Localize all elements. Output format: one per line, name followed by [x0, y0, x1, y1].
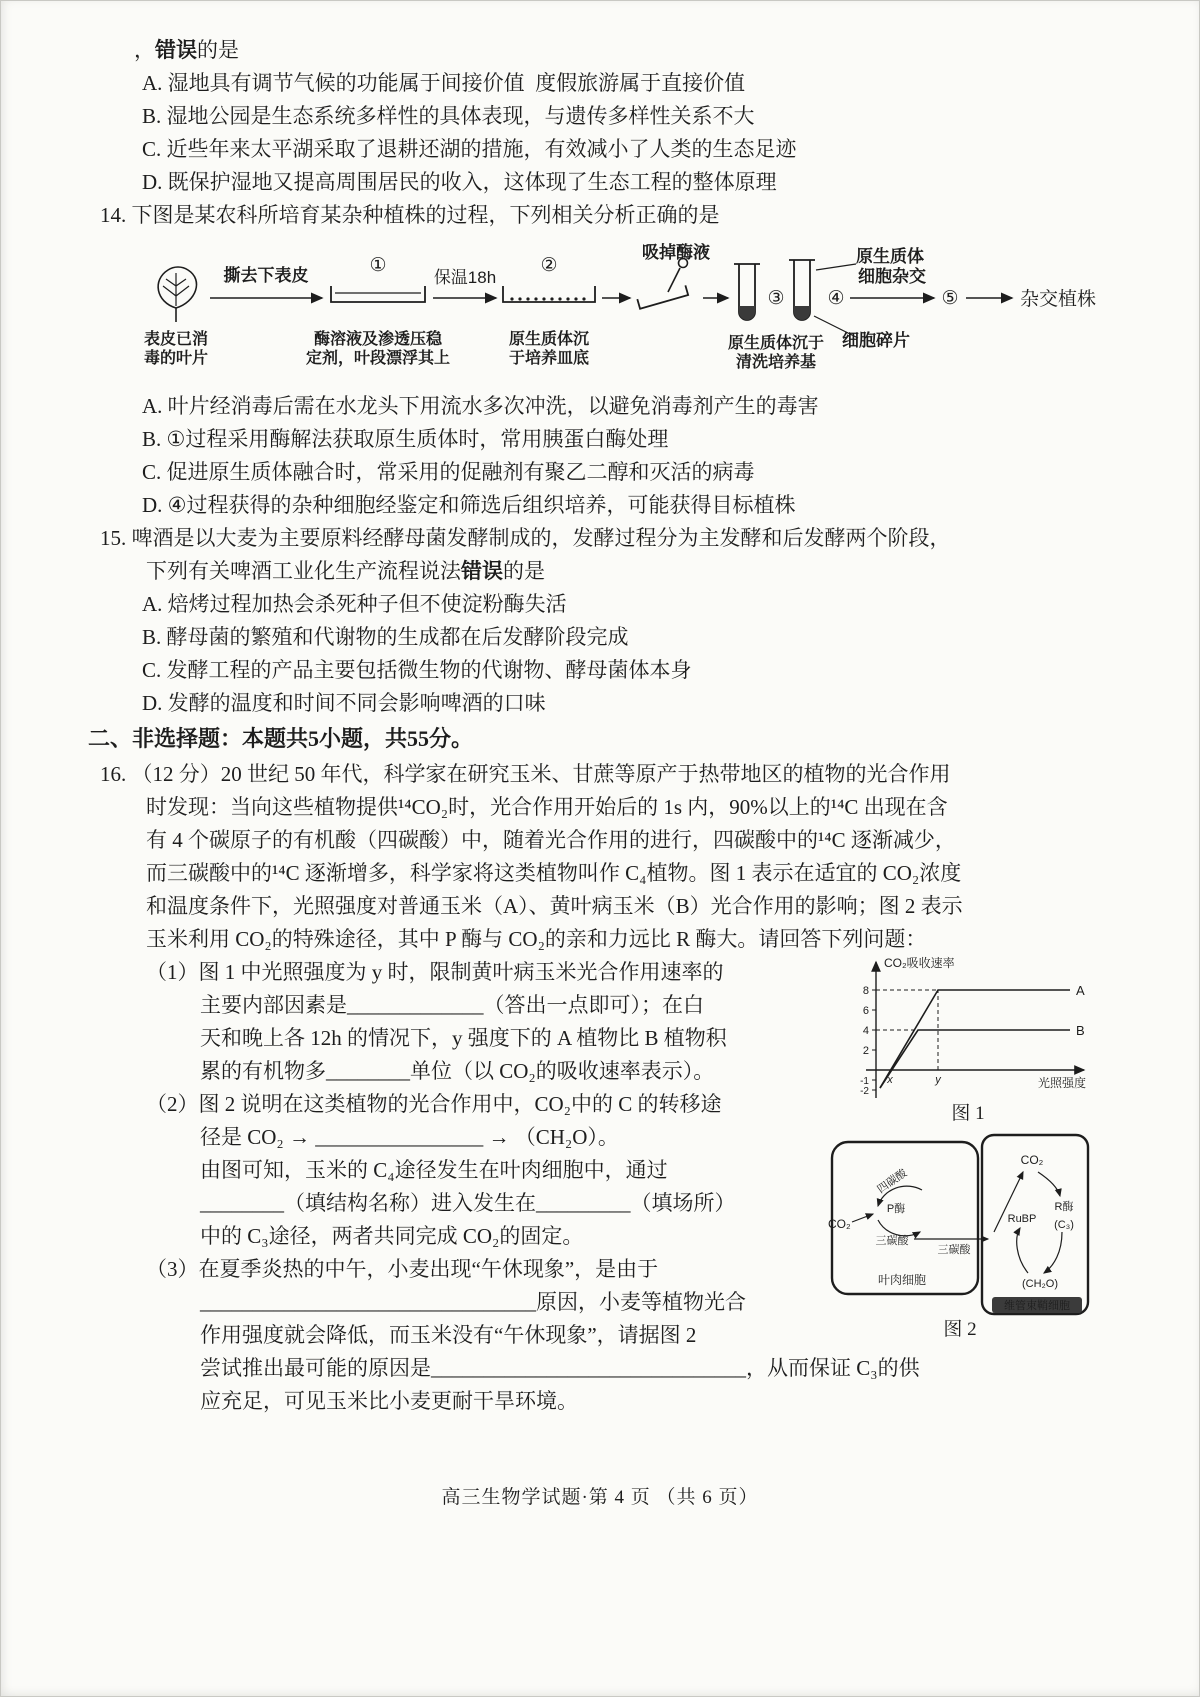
q13-partial-post: 的是: [197, 38, 239, 62]
fig1-tick-m2: -2: [860, 1086, 869, 1097]
circled-2: ②: [540, 255, 558, 276]
q16-sub1-line2: 主要内部因素是_____________（答出一点即可）；在白: [200, 993, 704, 1017]
figure-2: [826, 1132, 1094, 1341]
dish1-caption-line1: 酶溶液及渗透压稳: [313, 331, 443, 348]
q13-option-d: D. 既保护湿地又提高周围居民的收入，这体现了生态工程的整体原理: [142, 170, 777, 194]
pipette-icon: [637, 259, 688, 309]
q16-sub2-line1: （2）图 2 说明在这类植物的光合作用中，CO₂中的 C 的转移途: [146, 1092, 722, 1116]
circled-3: ③: [767, 288, 785, 309]
q16-intro-line2: 时发现：当向这些植物提供¹⁴CO₂时，光合作用开始后的 1s 内，90%以上的¹⁴C 出现在含: [146, 795, 948, 819]
circled-4: ④: [827, 288, 845, 309]
fig2-co2-left: CO₂: [828, 1217, 851, 1231]
dish1-caption-line2: 定剂，叶段漂浮其上: [305, 350, 451, 367]
fig1-tick-8: 8: [862, 985, 869, 997]
leaf-icon: [158, 267, 196, 322]
circled-5: ⑤: [941, 288, 959, 309]
fig2-p-enzyme: P酶: [886, 1203, 906, 1215]
tube-caption-line1: 原生质体沉于: [727, 335, 825, 352]
fig2-bundle-sheath-label-badge: [992, 1297, 1082, 1313]
fig2-ch2o: (CH₂O): [1021, 1278, 1059, 1290]
fig1-xtick-y: y: [935, 1074, 941, 1086]
fig1-ylabel: CO₂吸收速率: [884, 956, 955, 970]
leaf-caption-line2: 毒的叶片: [143, 350, 209, 367]
fig2-caption: 图 2: [943, 1319, 977, 1340]
q16-sub2-line3: 由图可知，玉米的 C₄途径发生在叶肉细胞中，通过: [200, 1158, 668, 1182]
q16-intro-line4: 而三碳酸中的¹⁴C 逐渐增多，科学家将这类植物叫作 C₄植物。图 1 表示在适宜的 CO₂浓度: [146, 861, 962, 885]
fig1-curve-a: [880, 990, 1070, 1088]
q16-sub1-line1: （1）图 1 中光照强度为 y 时，限制黄叶病玉米光合作用速率的: [146, 960, 724, 984]
petri-dish-icon-1: [331, 286, 425, 302]
q16-sub3-line5: 应充足，可见玉米比小麦更耐干旱环境。: [200, 1389, 578, 1413]
q13-partial-stem: [134, 34, 1140, 67]
q16-sub2-line4: ________（填结构名称）进入发生在_________（填场所）: [200, 1191, 736, 1215]
q13-option-c: C. 近些年来太平湖采取了退耕还湖的措施，有效减小了人类的生态足迹: [142, 137, 797, 161]
protoplast-label: 原生质体: [856, 247, 924, 266]
fig2-co2-in-arrow: [852, 1214, 873, 1222]
fig1-tick-2: 2: [862, 1045, 869, 1057]
fig2-c3-acid-left: 三碳酸: [875, 1235, 909, 1247]
q14-stem: 14. 下图是某农科所培育某杂种植株的过程，下列相关分析正确的是: [100, 203, 720, 227]
fig1-yticks: [860, 985, 876, 1097]
step1-label: 撕去下表皮: [223, 266, 309, 285]
q16-intro-line1: 16. （12 分）20 世纪 50 年代，科学家在研究玉米、甘蔗等原产于热带地区的植物的光合作用: [100, 762, 951, 786]
q16-intro-line5: 和温度条件下，光照强度对普通玉米（A）、黄叶病玉米（B）光合作用的影响；图 2 表示: [146, 894, 963, 918]
q13-option-a: A. 湿地具有调节气候的功能属于间接价值 度假旅游属于直接价值: [142, 71, 746, 95]
q16-sub3-line3: 作用强度就会降低，而玉米没有“午休现象”，请据图 2: [200, 1323, 697, 1347]
figure-1: [838, 952, 1098, 1125]
q15-stem-pre: 下列有关啤酒工业化生产流程说法: [146, 559, 461, 583]
q15-stem-line1: 15. 啤酒是以大麦为主要原料经酵母菌发酵制成的，发酵过程分为主发酵和后发酵两个阶段，: [100, 526, 951, 550]
q16-sub1-line4: 累的有机物多________单位（以 CO₂的吸收速率表示）。: [200, 1059, 715, 1083]
q15-option-a: A. 焙烤过程加热会杀死种子但不使淀粉酶失活: [142, 592, 567, 616]
dish2-caption-line2: 于培养皿底: [508, 350, 590, 367]
q15-stem-line2: [146, 555, 1140, 588]
fig2-bundle-sheath-label: 维管束鞘细胞: [1004, 1300, 1070, 1312]
q14-option-b: B. ①过程采用酶解法获取原生质体时，常用胰蛋白酶处理: [142, 427, 669, 451]
leaf-caption-line1: 表皮已消: [143, 331, 209, 348]
page-footer: 高三生物学试题·第 4 页 （共 6 页）: [441, 1487, 759, 1508]
fig2-r-enzyme: R酶: [1054, 1201, 1074, 1213]
fig2-c3-acid-right: 三碳酸: [937, 1244, 971, 1256]
fig1-caption: 图 1: [951, 1103, 985, 1124]
fig2-c3: (C₃): [1054, 1219, 1074, 1231]
q15-option-b: B. 酵母菌的繁殖和代谢物的生成都在后发酵阶段完成: [142, 625, 629, 649]
tube-caption-line2: 清洗培养基: [735, 354, 817, 371]
q16-sub3-line2: ________________________________原因，小麦等植物光合: [200, 1290, 746, 1314]
dish2-caption-line1: 原生质体沉: [508, 331, 590, 348]
q15-option-c: C. 发酵工程的产品主要包括微生物的代谢物、酵母菌体本身: [142, 658, 692, 682]
q16-intro-line3: 有 4 个碳原子的有机酸（四碳酸）中，随着光合作用的进行，四碳酸中的¹⁴C 逐渐减少，: [146, 828, 956, 852]
q16-intro-line6: 玉米利用 CO₂的特殊途径，其中 P 酶与 CO₂的亲和力远比 R 酶大。请回答下列问题：: [146, 927, 927, 951]
q15-stem-post: 的是: [503, 559, 545, 583]
circled-1: ①: [369, 255, 387, 276]
test-tube-icon-2: [789, 260, 815, 320]
fig1-xtick-x: x: [887, 1074, 893, 1086]
q13-option-b: B. 湿地公园是生态系统多样性的具体表现，与遗传多样性关系不大: [142, 104, 755, 128]
step2-label: 保温18h: [433, 268, 497, 287]
fig1-xlabel: 光照强度: [1038, 1076, 1087, 1090]
fig1-tick-6: 6: [862, 1005, 869, 1017]
q16-sub3-line4: 尝试推出最可能的原因是______________________________，从而保证 C₃的供: [200, 1356, 920, 1380]
fig2-c4-acid: 四碳酸: [875, 1167, 910, 1196]
q16-sub1-line3: 天和晚上各 12h 的情况下，y 强度下的 A 植物比 B 植物积: [200, 1026, 727, 1050]
fig1-series-a-label: A: [1076, 983, 1085, 998]
q14-option-d: D. ④过程获得的杂种细胞经鉴定和筛选后组织培养，可能获得目标植株: [142, 493, 796, 517]
fig1-series-b-label: B: [1076, 1023, 1085, 1038]
q16-sub2-line2: 径是 CO₂ → ________________ → （CH₂O）。: [200, 1125, 619, 1149]
section2-header: 二、非选择题：本题共5小题，共55分。: [88, 726, 474, 751]
q16-sub2-line5: 中的 C₃途径，两者共同完成 CO₂的固定。: [200, 1224, 584, 1248]
petri-dish-icon-2: [503, 286, 595, 302]
q15-option-d: D. 发酵的温度和时间不同会影响啤酒的口味: [142, 691, 546, 715]
q16-subquestions: [100, 956, 1140, 1426]
result-label: 杂交植株: [1020, 289, 1097, 310]
q14-option-c: C. 促进原生质体融合时，常采用的促融剂有聚乙二醇和灭活的病毒: [142, 460, 755, 484]
fig1-tick-m1: -1: [860, 1076, 869, 1087]
q15-stem-em: 错误: [461, 559, 503, 583]
q13-partial-em: 错误: [155, 38, 197, 62]
step3-label: 吸掉酶液: [642, 243, 710, 262]
q16-sub3-line1: （3）在夏季炎热的中午，小麦出现“午休现象”，是由于: [146, 1257, 659, 1281]
fig2-co2-top: CO₂: [1020, 1153, 1044, 1167]
fig2-mesophyll-label: 叶肉细胞: [877, 1273, 927, 1287]
q14-option-a: A. 叶片经消毒后需在水龙头下用流水多次冲洗，以避免消毒剂产生的毒害: [142, 394, 819, 418]
fig1-tick-4: 4: [862, 1025, 869, 1037]
mesophyll-cell-outline: [832, 1142, 978, 1294]
debris-label: 细胞碎片: [842, 331, 910, 350]
test-tube-icon-1: [734, 264, 760, 320]
fig2-rubp: RuBP: [1007, 1213, 1037, 1225]
step4-label: 细胞杂交: [858, 267, 926, 286]
q13-partial-pre: ，: [134, 38, 155, 62]
q14-process-diagram: [128, 240, 1140, 388]
protoplast-pointer-line: [816, 264, 856, 270]
